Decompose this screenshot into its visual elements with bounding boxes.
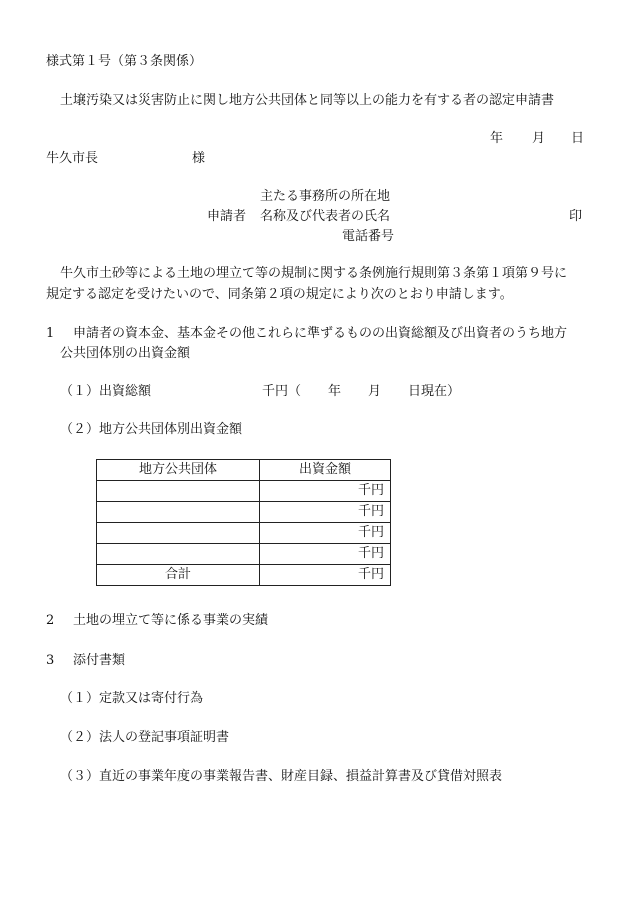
- section-3-number: 3: [46, 653, 55, 668]
- government-cell: [97, 481, 260, 502]
- total-investment-label: （１）出資総額: [60, 384, 152, 399]
- total-investment-asof: 日現在）: [408, 384, 461, 399]
- date-month-label: 月: [532, 131, 546, 146]
- form-id: 様式第１号（第３条関係）: [46, 54, 203, 69]
- government-cell: [97, 523, 260, 544]
- intro-line-1: 牛久市土砂等による土地の埋立て等の規制に関する条例施行規則第３条第１項第９号に: [60, 266, 568, 281]
- date-year-label: 年: [490, 131, 504, 146]
- applicant-label: 申請者: [207, 209, 247, 224]
- amount-cell: 千円: [260, 502, 391, 523]
- table-row: [97, 502, 391, 523]
- seal-mark: 印: [569, 209, 583, 224]
- attachment-item: （３）直近の事業年度の事業報告書、財産目録、損益計算書及び貸借対照表: [60, 769, 503, 784]
- government-cell: [97, 502, 260, 523]
- total-investment-year: 年: [328, 384, 342, 399]
- section-2-number: 2: [46, 613, 55, 628]
- section-1-number: 1: [46, 326, 55, 341]
- table-total-row: [97, 565, 391, 586]
- amount-cell: 千円: [260, 523, 391, 544]
- section-1-heading: 申請者の資本金、基本金その他これらに準ずるものの出資総額及び出資者のうち地方: [73, 326, 568, 341]
- amount-cell: 千円: [260, 544, 391, 565]
- addressee-honorific: 様: [192, 151, 206, 166]
- total-amount-cell: 千円: [260, 565, 391, 586]
- table-header-government: 地方公共団体: [97, 460, 260, 481]
- total-label-cell: 合計: [97, 565, 260, 586]
- government-cell: [97, 544, 260, 565]
- table-row: [97, 544, 391, 565]
- applicant-address-label: 主たる事務所の所在地: [260, 189, 391, 204]
- document-title: 土壌汚染又は災害防止に関し地方公共団体と同等以上の能力を有する者の認定申請書: [60, 93, 555, 108]
- attachment-item: （１）定款又は寄付行為: [60, 691, 204, 706]
- addressee-name: 牛久市長: [46, 151, 99, 166]
- total-investment-unit: 千円（: [262, 384, 302, 399]
- attachment-item: （２）法人の登記事項証明書: [60, 730, 230, 745]
- investment-by-government-label: （２）地方公共団体別出資金額: [60, 422, 243, 437]
- table-row: [97, 523, 391, 544]
- section-1-heading-cont: 公共団体別の出資金額: [60, 346, 191, 361]
- amount-cell: 千円: [260, 481, 391, 502]
- table-header-amount: 出資金額: [260, 460, 391, 481]
- section-2-heading: 土地の埋立て等に係る事業の実績: [73, 613, 269, 628]
- table-header-row: [97, 460, 391, 481]
- investment-table: [96, 459, 391, 586]
- intro-line-2: 規定する認定を受けたいので、同条第２項の規定により次のとおり申請します。: [46, 287, 513, 302]
- applicant-phone-label: 電話番号: [342, 229, 395, 244]
- applicant-name-label: 名称及び代表者の氏名: [260, 209, 391, 224]
- date-day-label: 日: [571, 131, 585, 146]
- section-3-heading: 添付書類: [73, 653, 126, 668]
- table-row: [97, 481, 391, 502]
- total-investment-month: 月: [368, 384, 382, 399]
